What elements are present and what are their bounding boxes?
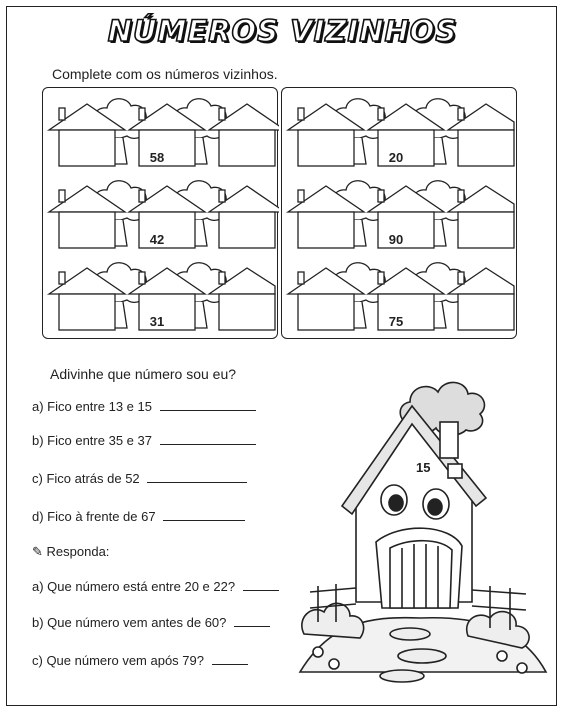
answer-blank[interactable] xyxy=(147,470,247,483)
house-row xyxy=(43,94,279,174)
house-row xyxy=(282,258,518,338)
answer-heading: Responda: xyxy=(46,544,110,559)
answer-item-a xyxy=(32,578,279,594)
question-text: c) Fico atrás de 52 xyxy=(32,471,140,486)
neighbors-panel-right xyxy=(281,87,517,339)
house-number: 90 xyxy=(388,232,404,247)
house-illustration-number: 15 xyxy=(416,460,431,475)
question-text: b) Que número vem antes de 60? xyxy=(32,615,227,630)
answer-blank[interactable] xyxy=(212,652,248,665)
house-row xyxy=(43,258,279,338)
answer-blank[interactable] xyxy=(160,432,256,445)
house-number: 42 xyxy=(149,232,165,247)
instruction-text: Complete com os números vizinhos. xyxy=(52,66,278,82)
house-row xyxy=(43,176,279,256)
question-text: b) Fico entre 35 e 37 xyxy=(32,433,152,448)
pencil-icon: ✎ xyxy=(32,544,43,559)
neighbors-panel-left xyxy=(42,87,278,339)
guess-item-a xyxy=(32,398,256,414)
house-row xyxy=(282,94,518,174)
house-number: 20 xyxy=(388,150,404,165)
house-row xyxy=(282,176,518,256)
answer-blank[interactable] xyxy=(163,508,245,521)
question-text: a) Fico entre 13 e 15 xyxy=(32,399,152,414)
answer-item-c xyxy=(32,652,248,668)
guess-item-d xyxy=(32,508,245,524)
answer-blank[interactable] xyxy=(234,614,270,627)
house-number: 58 xyxy=(149,150,165,165)
smiling-house-illustration xyxy=(290,372,552,697)
answer-item-b xyxy=(32,614,270,630)
house-illustration-drawing xyxy=(290,372,552,692)
guess-item-c xyxy=(32,470,247,486)
question-text: c) Que número vem após 79? xyxy=(32,653,204,668)
guess-heading: Adivinhe que número sou eu? xyxy=(50,366,237,382)
answer-heading-row xyxy=(32,544,109,560)
answer-blank[interactable] xyxy=(243,578,279,591)
page-title: NÚMEROS VIZINHOS xyxy=(107,14,458,48)
house-number: 75 xyxy=(388,314,404,329)
house-number: 31 xyxy=(149,314,165,329)
answer-blank[interactable] xyxy=(160,398,256,411)
question-text: a) Que número está entre 20 e 22? xyxy=(32,579,236,594)
question-text: d) Fico à frente de 67 xyxy=(32,509,156,524)
guess-item-b xyxy=(32,432,256,448)
